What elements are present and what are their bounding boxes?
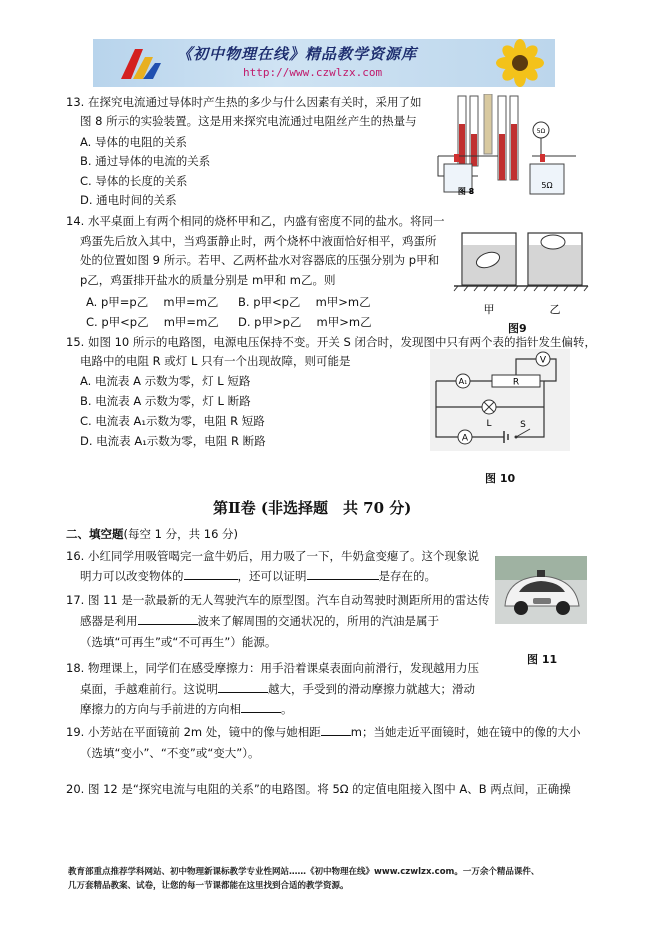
section-title: 第Ⅱ卷 (非选择题 共 70 分) [213, 499, 412, 517]
figure-10-caption: 图 10 [485, 472, 516, 485]
footer-line1: 教育部重点推荐学科网站、初中物理新课标教学专业性网站……《初中物理在线》www.czwlzx.com。一万余个精品课件、 [68, 867, 540, 877]
resistor-r-icon [492, 375, 540, 388]
voltmeter-icon [536, 352, 550, 366]
ammeter-a-icon [458, 430, 472, 444]
q13-option-c: C. 导体的长度的关系 [80, 174, 188, 188]
svg-text:S: S [520, 420, 526, 430]
q17-blank-1[interactable] [138, 613, 198, 625]
q15-option-a: A. 电流表 A 示数为零，灯 L 短路 [80, 374, 251, 388]
q19-line2: （选填“变小”、“不变”或“变大”）。 [80, 746, 260, 760]
q14-stem-line3: 处的位置如图 9 所示。若甲、乙两杯盐水对容器底的压强分别为 p甲和 [80, 253, 440, 267]
svg-text:L: L [486, 419, 492, 429]
q14-option-b: B. p甲<p乙 m甲>m乙 [238, 295, 371, 309]
figure-8-apparatus [436, 94, 586, 206]
svg-text:A₁: A₁ [458, 377, 468, 386]
q14-option-c: C. p甲<p乙 m甲=m乙 [86, 315, 219, 329]
q20-line1: 20. 图 12 是“探究电流与电阻的关系”的电路图。将 5Ω 的定值电阻接入图中 A、B 两点间，正确操 [66, 782, 571, 796]
q14-stem-line1: 14. 水平桌面上有两个相同的烧杯甲和乙，内盛有密度不同的盐水。将同一 [66, 214, 445, 228]
q13-option-a: A. 导体的电阻的关系 [80, 135, 187, 149]
q13-stem-line1: 13. 在探究电流通过导体时产生热的多少与什么因素有关时，采用了如 [66, 95, 422, 109]
q15-option-b: B. 电流表 A 示数为零，灯 L 断路 [80, 394, 251, 408]
q17-line3: （选填“可再生”或“不可再生”）能源。 [80, 635, 277, 649]
svg-text:A: A [461, 433, 469, 444]
q17-line2: 感器是利用 波来了解周围的交通状况的，所用的汽油是属于 [80, 614, 439, 628]
q14-stem-line4: p乙，鸡蛋排开盐水的质量分别是 m甲和 m乙。则 [80, 273, 336, 287]
q15-stem-line1: 15. 如图 10 所示的电路图，电源电压保持不变。开关 S 闭合时，发现图中只有两个表的指针发生偏转， [66, 335, 596, 349]
svg-text:R: R [512, 377, 520, 388]
banner-title: 《初中物理在线》精品教学资源库 [177, 45, 418, 63]
header-banner [93, 39, 555, 87]
q13-option-d: D. 通电时间的关系 [80, 193, 177, 207]
q19-blank-1[interactable] [321, 724, 351, 736]
q19-line1: 19. 小芳站在平面镜前 2m 处，镜中的像与她相距 m；当她走近平面镜时，她在镜中的像的大小 [66, 725, 581, 739]
q15-option-c: C. 电流表 A₁示数为零，电阻 R 短路 [80, 414, 265, 428]
footer-line2: 几万套精品教案、试卷，让您的每一节课都能在这里找到合适的教学资源。 [68, 881, 349, 891]
q18-line1: 18. 物理课上，同学们在感受摩擦力：用手沿着课桌表面向前滑行，发现越用力压 [66, 661, 479, 675]
ammeter-a1-icon [456, 374, 470, 388]
figure-9-beakers [452, 215, 590, 335]
part2-heading-line [66, 526, 238, 542]
figure-9-label-jia: 甲 [483, 303, 495, 316]
q18-line3: 摩擦力的方向与手前进的方向相 。 [80, 702, 293, 716]
q16-line1: 16. 小红同学用吸管喝完一盒牛奶后，用力吸了一下，牛奶盒变瘪了。这个现象说 [66, 549, 479, 563]
q15-option-d: D. 电流表 A₁示数为零，电阻 R 断路 [80, 434, 266, 448]
figure-8-resistor-bottom-label: 5Ω [541, 181, 553, 190]
figure-9-label-yi: 乙 [549, 303, 561, 316]
q15-stem-line2: 电路中的电阻 R 或灯 L 只有一个出现故障，则可能是 [80, 354, 351, 368]
q16-blank-1[interactable] [184, 568, 238, 580]
q14-stem-line2: 鸡蛋先后放入其中，当鸡蛋静止时，两个烧杯中液面恰好相平，鸡蛋所 [80, 234, 437, 248]
site-logo-icon [115, 43, 165, 83]
part2-note: (每空 1 分，共 16 分) [123, 527, 239, 541]
figure-8-label: 图 8 [457, 187, 475, 196]
sunflower-icon [485, 39, 555, 87]
q18-line2: 桌面，手越难前行。这说明 越大，手受到的滑动摩擦力就越大；滑动 [80, 682, 475, 696]
q16-line2: 明力可以改变物体的 ，还可以证明 是存在的。 [80, 569, 436, 583]
svg-text:V: V [539, 355, 547, 366]
q13-option-b: B. 通过导体的电流的关系 [80, 154, 211, 168]
q17-line1: 17. 图 11 是一款最新的无人驾驶汽车的原型图。汽车自动驾驶时测距所用的雷达传 [66, 593, 490, 607]
figure-11-car-photo [495, 556, 587, 624]
q14-option-a: A. p甲=p乙 m甲=m乙 [86, 295, 219, 309]
banner-url[interactable]: http://www.czwlzx.com [243, 66, 383, 79]
figure-8-resistor-top-label: 5Ω [536, 128, 546, 135]
figure-10-circuit [430, 349, 570, 451]
figure-11-caption: 图 11 [527, 653, 558, 666]
part2-heading: 二、填空题 [66, 527, 124, 541]
q16-blank-2[interactable] [307, 568, 379, 580]
figure-9-caption: 图9 [508, 322, 527, 335]
q14-option-d: D. p甲>p乙 m甲>m乙 [238, 315, 372, 329]
q18-blank-1[interactable] [218, 681, 268, 693]
q18-blank-2[interactable] [241, 701, 281, 713]
q13-stem-line2: 图 8 所示的实验装置。这是用来探究电流通过电阻丝产生的热量与 [80, 114, 417, 128]
